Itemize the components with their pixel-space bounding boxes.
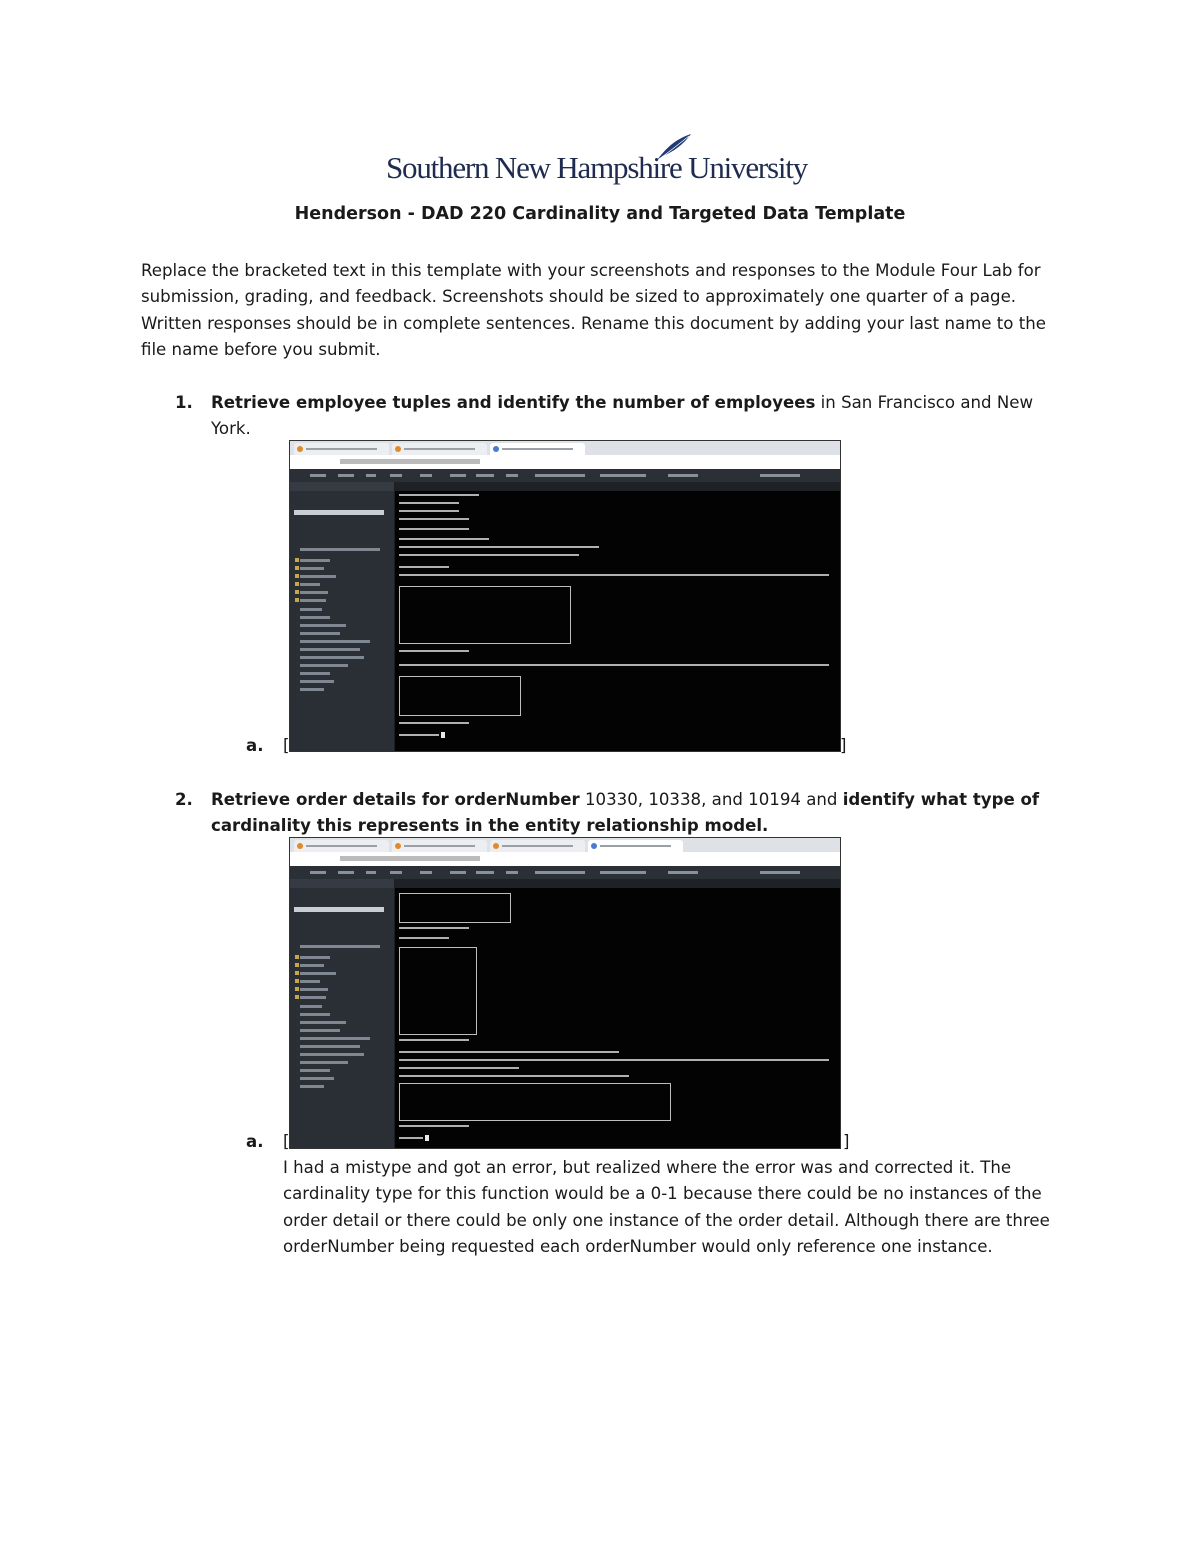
university-name: Southern New Hampshire University bbox=[386, 150, 808, 185]
browser-tabs bbox=[290, 441, 840, 455]
question-2-bold-text-2: identify what type of cardinality this represents in the entity relationship model. bbox=[211, 790, 1040, 836]
screenshot-2 bbox=[289, 837, 841, 1149]
screenshot-1 bbox=[289, 440, 841, 752]
instructions-paragraph: Replace the bracketed text in this template with your screenshots and responses to the Module Four Lab for submission, grading, and feedback. Screenshots should be sized to approximately one quarter of a page. Written responses should be in complete sentences. Rename this document by adding your last name to the file name before you submit. bbox=[141, 261, 1046, 360]
terminal-output bbox=[395, 482, 840, 751]
question-1-sub-label: a. bbox=[246, 736, 264, 755]
address-bar bbox=[290, 852, 840, 867]
university-logo bbox=[386, 150, 816, 198]
question-2-sub-label: a. bbox=[246, 1132, 264, 1151]
ide-toolbar bbox=[290, 469, 840, 482]
question-1-plain-text: in San Francisco and New York. bbox=[211, 393, 1034, 439]
browser-tabs bbox=[290, 838, 840, 852]
question-1-bracket-open: [ bbox=[283, 736, 290, 755]
question-1-number: 1. bbox=[175, 393, 193, 412]
question-1 bbox=[175, 390, 1041, 443]
file-sidebar bbox=[290, 879, 395, 1148]
question-2-number: 2. bbox=[175, 790, 193, 809]
feather-logo-icon bbox=[655, 132, 693, 162]
question-2-plain-text: 10330, 10338, and 10194 and bbox=[579, 790, 843, 809]
question-2-bracket-close: ] bbox=[843, 1132, 850, 1151]
question-2 bbox=[175, 787, 1041, 840]
address-bar bbox=[290, 455, 840, 470]
file-sidebar bbox=[290, 482, 395, 751]
document-title: Henderson - DAD 220 Cardinality and Targeted Data Template bbox=[294, 204, 906, 224]
question-1-bold-text: Retrieve employee tuples and identify the number of employees bbox=[211, 393, 816, 412]
question-2-bracket-open: [ bbox=[283, 1132, 290, 1151]
ide-toolbar bbox=[290, 866, 840, 879]
terminal-output bbox=[395, 879, 840, 1148]
question-1-bracket-close: ] bbox=[840, 736, 847, 755]
question-2-bold-text-1: Retrieve order details for orderNumber bbox=[211, 790, 580, 809]
question-2-answer: I had a mistype and got an error, but realized where the error was and corrected it. The cardinality type for this function would be a 0-1 because there could be no instances of the order detail or there could be only one instance of the order detail. Although there are three orderNumber being requested each orderNumber would only reference one instance. bbox=[283, 1158, 1050, 1257]
